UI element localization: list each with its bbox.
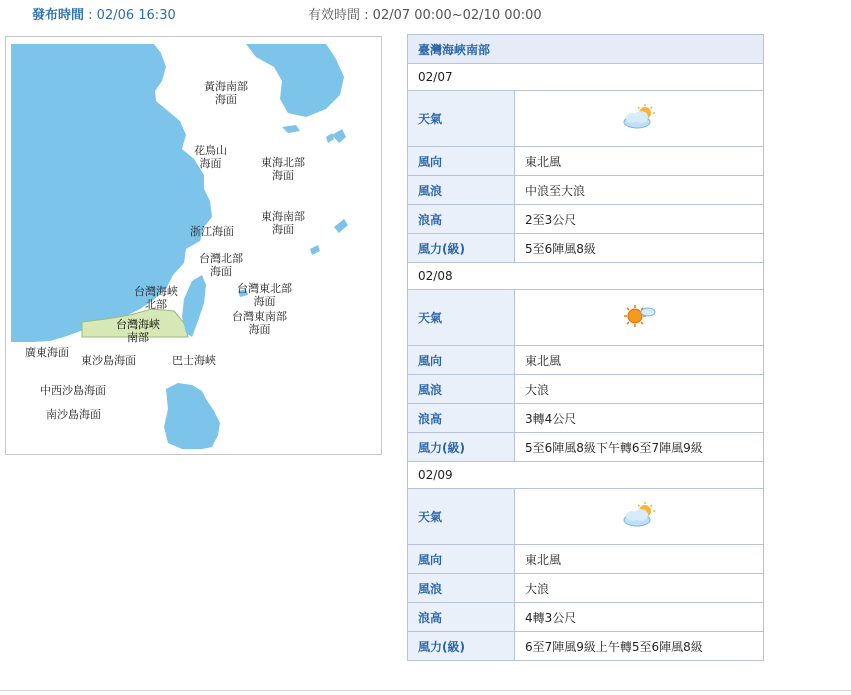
wave-height-row bbox=[408, 205, 764, 234]
wave-key: 風浪 bbox=[408, 574, 515, 603]
map-label-tw-ne[interactable]: 台灣東北部 海面 bbox=[237, 282, 292, 308]
wind-force-value: 5至6陣風8級下午轉6至7陣風9級 bbox=[515, 433, 764, 462]
korea-land bbox=[246, 44, 344, 117]
weather-value bbox=[515, 489, 764, 545]
kyushu-islands bbox=[332, 129, 346, 143]
partly-cloudy-icon bbox=[621, 502, 657, 528]
wind-force-value: 5至6陣風8級 bbox=[515, 234, 764, 263]
wind-direction-value: 東北風 bbox=[515, 545, 764, 574]
taiwan-land bbox=[182, 275, 206, 337]
wave-key: 風浪 bbox=[408, 375, 515, 404]
wind-force-value: 6至7陣風9級上午轉5至6陣風8級 bbox=[515, 632, 764, 661]
weather-value bbox=[515, 290, 764, 346]
map-label-zhejiang[interactable]: 浙江海面 bbox=[190, 225, 234, 238]
map-label-strait-north[interactable]: 台灣海峽 北部 bbox=[134, 285, 178, 311]
area-header-row bbox=[408, 35, 764, 64]
weather-key: 天氣 bbox=[408, 91, 515, 147]
southern-land bbox=[164, 383, 220, 449]
wave-height-row bbox=[408, 404, 764, 433]
island-2 bbox=[334, 219, 348, 233]
map-label-zhongxisha[interactable]: 中西沙島海面 bbox=[40, 384, 106, 397]
wind-direction-key: 風向 bbox=[408, 545, 515, 574]
partly-cloudy-icon bbox=[621, 104, 657, 130]
wind-force-row bbox=[408, 433, 764, 462]
wave-row bbox=[408, 375, 764, 404]
wave-height-value: 2至3公尺 bbox=[515, 205, 764, 234]
wind-direction-row bbox=[408, 147, 764, 176]
valid-time: 有效時間 : 02/07 00:00~02/10 00:00 bbox=[308, 8, 542, 23]
wave-height-value: 3轉4公尺 bbox=[515, 404, 764, 433]
map-label-strait-south[interactable]: 台灣海峽 南部 bbox=[116, 318, 160, 344]
wind-force-key: 風力(級) bbox=[408, 632, 515, 661]
wave-row bbox=[408, 574, 764, 603]
date-row bbox=[408, 462, 764, 489]
weather-key: 天氣 bbox=[408, 489, 515, 545]
map-label-tw-se[interactable]: 台灣東南部 海面 bbox=[232, 310, 287, 336]
map-label-huanghai-south[interactable]: 黃海南部 海面 bbox=[204, 80, 248, 106]
map-label-guangdong[interactable]: 廣東海面 bbox=[25, 346, 69, 359]
weather-value bbox=[515, 91, 764, 147]
valid-time-label: 有效時間 bbox=[308, 8, 361, 23]
wave-height-key: 浪高 bbox=[408, 404, 515, 433]
date-label: 02/08 bbox=[408, 263, 764, 290]
valid-time-value: 02/07 00:00~02/10 00:00 bbox=[372, 8, 542, 23]
island-1 bbox=[282, 125, 300, 133]
weather-key: 天氣 bbox=[408, 290, 515, 346]
map-label-ecs-north[interactable]: 東海北部 海面 bbox=[261, 156, 305, 182]
island-3 bbox=[310, 245, 320, 255]
weather-row bbox=[408, 290, 764, 346]
mainland-land bbox=[11, 44, 212, 342]
issue-time: 發布時間 : 02/06 16:30 bbox=[32, 8, 176, 23]
map-label-tw-north[interactable]: 台灣北部 海面 bbox=[199, 252, 243, 278]
wind-direction-row bbox=[408, 545, 764, 574]
wave-value: 大浪 bbox=[515, 375, 764, 404]
wave-value: 大浪 bbox=[515, 574, 764, 603]
forecast-table bbox=[407, 34, 764, 661]
wave-value: 中浪至大浪 bbox=[515, 176, 764, 205]
wind-direction-value: 東北風 bbox=[515, 147, 764, 176]
wave-height-value: 4轉3公尺 bbox=[515, 603, 764, 632]
date-row bbox=[408, 263, 764, 290]
wind-force-row bbox=[408, 234, 764, 263]
issue-time-label: 發布時間 bbox=[32, 8, 85, 23]
sunny-cloudy-icon bbox=[621, 303, 657, 329]
wind-direction-value: 東北風 bbox=[515, 346, 764, 375]
wave-height-key: 浪高 bbox=[408, 205, 515, 234]
sea-area-map bbox=[5, 36, 382, 455]
area-title: 臺灣海峽南部 bbox=[408, 35, 764, 64]
wave-key: 風浪 bbox=[408, 176, 515, 205]
map-label-dongsha[interactable]: 東沙島海面 bbox=[81, 354, 136, 367]
wave-height-row bbox=[408, 603, 764, 632]
map-label-nansha[interactable]: 南沙島海面 bbox=[46, 408, 101, 421]
wind-force-key: 風力(級) bbox=[408, 433, 515, 462]
map-label-ecs-south[interactable]: 東海南部 海面 bbox=[261, 210, 305, 236]
weather-row bbox=[408, 489, 764, 545]
date-label: 02/07 bbox=[408, 64, 764, 91]
wave-height-key: 浪高 bbox=[408, 603, 515, 632]
wave-row bbox=[408, 176, 764, 205]
wind-direction-key: 風向 bbox=[408, 346, 515, 375]
footer-divider bbox=[0, 690, 851, 691]
wind-direction-row bbox=[408, 346, 764, 375]
date-row bbox=[408, 64, 764, 91]
weather-row bbox=[408, 91, 764, 147]
map-label-huaniaoshan[interactable]: 花鳥山 海面 bbox=[194, 144, 227, 170]
wind-force-row bbox=[408, 632, 764, 661]
wind-direction-key: 風向 bbox=[408, 147, 515, 176]
island-4 bbox=[326, 133, 334, 143]
map-label-bashi[interactable]: 巴士海峽 bbox=[172, 354, 216, 367]
date-label: 02/09 bbox=[408, 462, 764, 489]
wind-force-key: 風力(級) bbox=[408, 234, 515, 263]
issue-time-value: 02/06 16:30 bbox=[96, 8, 176, 23]
